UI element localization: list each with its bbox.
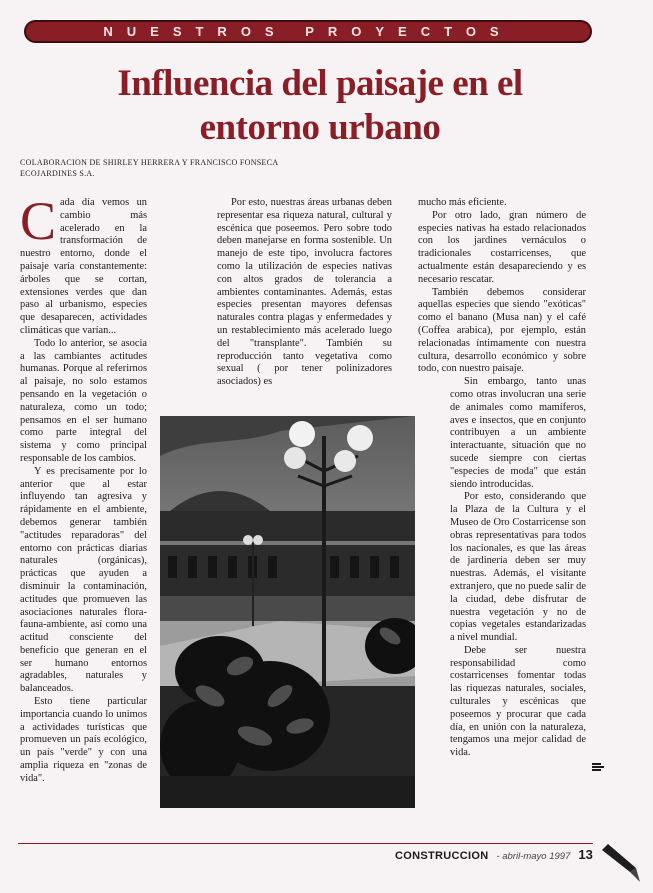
article-title bbox=[40, 62, 600, 150]
paragraph: Por esto, nuestras áreas urbanas deben representar esa riqueza natural, cultural y escénica que poseemos. Pero sobre todo deben manejarse en forma sostenible. Un manejo de este tipo, involucra factores como la utilización de especies nativas con altos grados de tolerancia a ambientes contaminantes. Además, estas especies presentan mayores defensas naturales contra plagas y enfermedades y un restablecimiento más acelerado luego del "transplante". También su reproducción tanto vegetativa como sexual ( por tener polinizadores asociados) es bbox=[217, 197, 392, 388]
magazine-name: CONSTRUCCION bbox=[395, 850, 489, 862]
page-footer bbox=[395, 846, 593, 860]
credit-authors: COLABORACION DE SHIRLEY HERRERA Y FRANCISCO FONSECA bbox=[20, 158, 279, 167]
wrapped-text bbox=[450, 376, 586, 760]
page-number: 13 bbox=[578, 847, 593, 862]
credit-company: ECOJARDINES S.A. bbox=[20, 169, 95, 178]
paragraph: mucho más eficiente. bbox=[418, 197, 507, 208]
end-mark-icon bbox=[591, 761, 605, 773]
text-column-1 bbox=[20, 191, 147, 786]
paragraph: Sin embargo, tanto unas como otras involucran una serie de animales como mamíferos, aves e insectos, que en conjunto contribuyen a un ambiente interactuante, situación que no sucede siempre con ciertas "especies de moda" que están siendo introducidas. bbox=[450, 376, 586, 490]
title-line-1: Influencia del paisaje en el bbox=[117, 63, 523, 104]
paragraph: También debemos considerar aquellas especies que siendo "exóticas" como el banano (Musa nan) y el café (Coffea arabica), por ejemplo, están relacionadas íntimamente con nuestra cultura, desarrollo económico y sobre todo, con nuestro paisaje. bbox=[418, 286, 586, 375]
pen-icon bbox=[600, 842, 642, 884]
paragraph: Esto tiene particular importancia cuando lo unimos a actividades turísticas que promueven un país ecológico, un país "verde" y con una amplia riqueza en "zonas de vida". bbox=[20, 696, 147, 784]
paragraph: Debe ser nuestra responsabilidad como costarricenses fomentar todas las riquezas naturales, sociales, culturales y escénicas que poseemos y procurar que cada día, en unión con la naturaleza, tengamos una mejor calidad de vida. bbox=[450, 644, 586, 759]
text-column-2 bbox=[217, 197, 392, 389]
title-line-2: entorno urbano bbox=[199, 107, 441, 148]
paragraph: Cada día vemos un cambio más acelerado en la transformación de nuestro entorno, donde el paisaje varía constantemente: árboles que se cortan, extensiones verdes que dan paso al urbanismo, especies que desaparecen, actividades climáticas que varían... bbox=[20, 191, 147, 336]
paragraph: Por esto, considerando que la Plaza de la Cultura y el Museo de Oro Costarricense son obras representativas para todos los nacionales, es que las áreas de jardinería deben ser muy nuestras. Además, el visitante extranjero, que no puede salir de la ciudad, debe disfrutar de nuestra vegetación y no de copias vegetales estandarizadas a nivel mundial. bbox=[450, 491, 586, 644]
issue-date: - abril-mayo 1997 bbox=[496, 851, 571, 862]
footer-rule bbox=[18, 843, 593, 844]
paragraph: Por otro lado, gran número de especies nativas ha estado relacionados con los jardines vernáculos o tradicionales costarricenses, que actualmente están desapareciendo y es necesario rescatar. bbox=[418, 209, 586, 285]
section-banner bbox=[24, 20, 592, 43]
plaza-photo bbox=[160, 416, 415, 808]
text-column-3 bbox=[418, 197, 586, 760]
article-credits bbox=[20, 157, 320, 179]
drop-cap: C bbox=[20, 191, 57, 251]
paragraph: Todo lo anterior, se asocia a las cambiantes actitudes humanas. Porque al referirnos al paisaje, no solo estamos pensando en la vegetación o naturaleza, como un todo; pensamos en el ser humano como parte integral del sistema y como principal responsable de los cambios. bbox=[20, 337, 147, 464]
section-label: NUESTROS PROYECTOS bbox=[103, 24, 513, 39]
paragraph: Y es precisamente por lo anterior que al estar influyendo tan agresiva y rápidamente en el ambiente, debemos generar también "actitudes reparadoras" del entorno con prácticas diarias naturales (orgánicas), prácticas que ayuden a disminuir la contaminación, actitudes que promueven las asociaciones naturales flora-fauna-ambiente, así como una actitud consciente del beneficio que generan en el ser humano entornos agradables, naturales y balanceados. bbox=[20, 465, 147, 695]
